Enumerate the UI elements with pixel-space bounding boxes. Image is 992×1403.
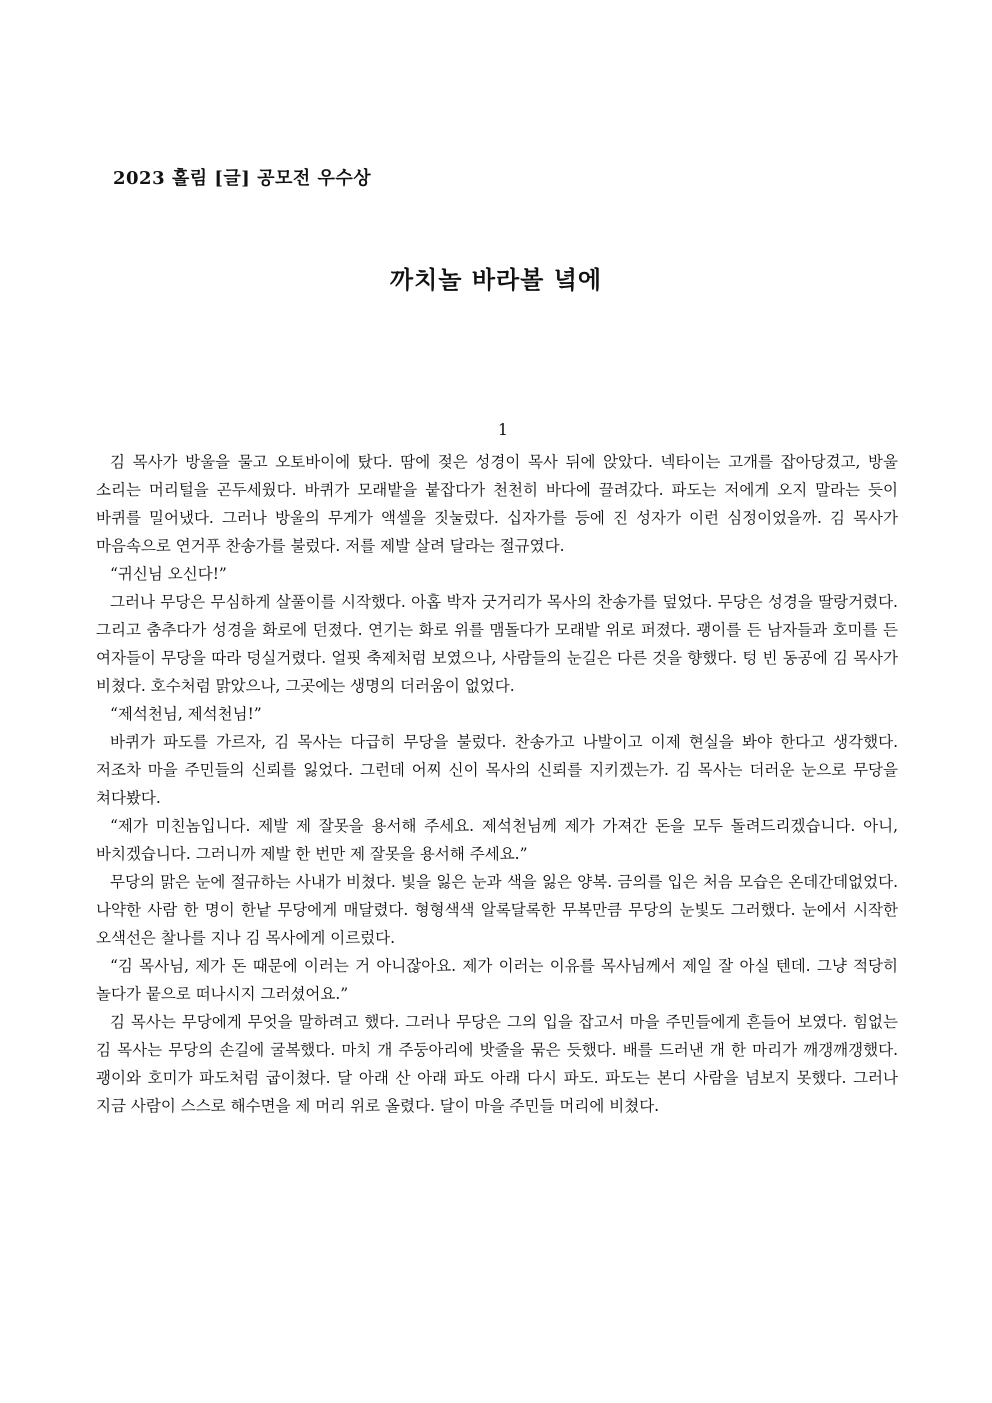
paragraph: 그러나 무당은 무심하게 살풀이를 시작했다. 아홉 박자 굿거리가 목사의 찬송가를 덮었다. 무당은 성경을 딸랑거렸다. 그리고 춤추다가 성경을 화로에 던졌다. 연기는 화로 위를 맴돌다가 모래밭 위로 퍼졌다. 괭이를 든 남자들과 호미를 든 여자들이 무당을 따라 덩실거렸다. 얼핏 축제처럼 보였으나, 사람들의 눈길은 다른 것을 향했다. 텅 빈 동공에 김 목사가 비쳤다. 호수처럼 맑았으나, 그곳에는 생명의 더러움이 없었다. (96, 593, 898, 695)
dialogue-line: “제석천님, 제석천님!” (110, 705, 262, 723)
dialogue-line: “귀신님 오신다!” (110, 565, 227, 583)
paragraph: 바퀴가 파도를 가르자, 김 목사는 다급히 무당을 불렀다. 찬송가고 나발이고 이제 현실을 봐야 한다고 생각했다. 저조차 마을 주민들의 신뢰를 잃었다. 그런데 어찌 신이 목사의 신뢰를 지키겠는가. 김 목사는 더러운 눈으로 무당을 쳐다봤다. (96, 733, 898, 807)
story-body (96, 448, 898, 1120)
paragraph: 무당의 맑은 눈에 절규하는 사내가 비쳤다. 빛을 잃은 눈과 색을 잃은 양복. 금의를 입은 처음 모습은 온데간데없었다. 나약한 사람 한 명이 한낱 무당에게 매달렸다. 형형색색 알록달록한 무복만큼 무당의 눈빛도 그러했다. 눈에서 시작한 오색선은 찰나를 지나 김 목사에게 이르렀다. (96, 873, 898, 947)
paragraph: 김 목사가 방울을 물고 오토바이에 탔다. 땀에 젖은 성경이 목사 뒤에 앉았다. 넥타이는 고개를 잡아당겼고, 방울 소리는 머리털을 곤두세웠다. 바퀴가 모래밭을 붙잡다가 천천히 바다에 끌려갔다. 파도는 저에게 오지 말라는 듯이 바퀴를 밀어냈다. 그러나 방울의 무게가 액셀을 짓눌렀다. 십자가를 등에 진 성자가 이런 심정이었을까. 김 목사가 마음속으로 연거푸 찬송가를 불렀다. 저를 제발 살려 달라는 절규였다. (96, 453, 898, 555)
paragraph: 김 목사는 무당에게 무엇을 말하려고 했다. 그러나 무당은 그의 입을 잡고서 마을 주민들에게 흔들어 보였다. 힘없는 김 목사는 무당의 손길에 굴복했다. 마치 개 주둥아리에 밧줄을 묶은 듯했다. 배를 드러낸 개 한 마리가 깨갱깨갱했다. 괭이와 호미가 파도처럼 굽이쳤다. 달 아래 산 아래 파도 아래 다시 파도. 파도는 본디 사람을 넘보지 못했다. 그러나 지금 사람이 스스로 해수면을 제 머리 위로 올렸다. 달이 마을 주민들 머리에 비쳤다. (96, 1013, 898, 1115)
section-number: 1 (497, 420, 509, 439)
story-title: 까치놀 바라볼 녘에 (389, 265, 603, 294)
contest-header: 2023 홀림 [글] 공모전 우수상 (113, 168, 372, 189)
dialogue-line: “김 목사님, 제가 돈 때문에 이러는 거 아니잖아요. 제가 이러는 이유를 목사님께서 제일 잘 아실 텐데. 그냥 적당히 놀다가 뭍으로 떠나시지 그러셨어요.” (96, 957, 898, 1003)
dialogue-line: “제가 미친놈입니다. 제발 제 잘못을 용서해 주세요. 제석천님께 제가 가져간 돈을 모두 돌려드리겠습니다. 아니, 바치겠습니다. 그러니까 제발 한 번만 제 잘못을 용서해 주세요.” (96, 817, 898, 863)
